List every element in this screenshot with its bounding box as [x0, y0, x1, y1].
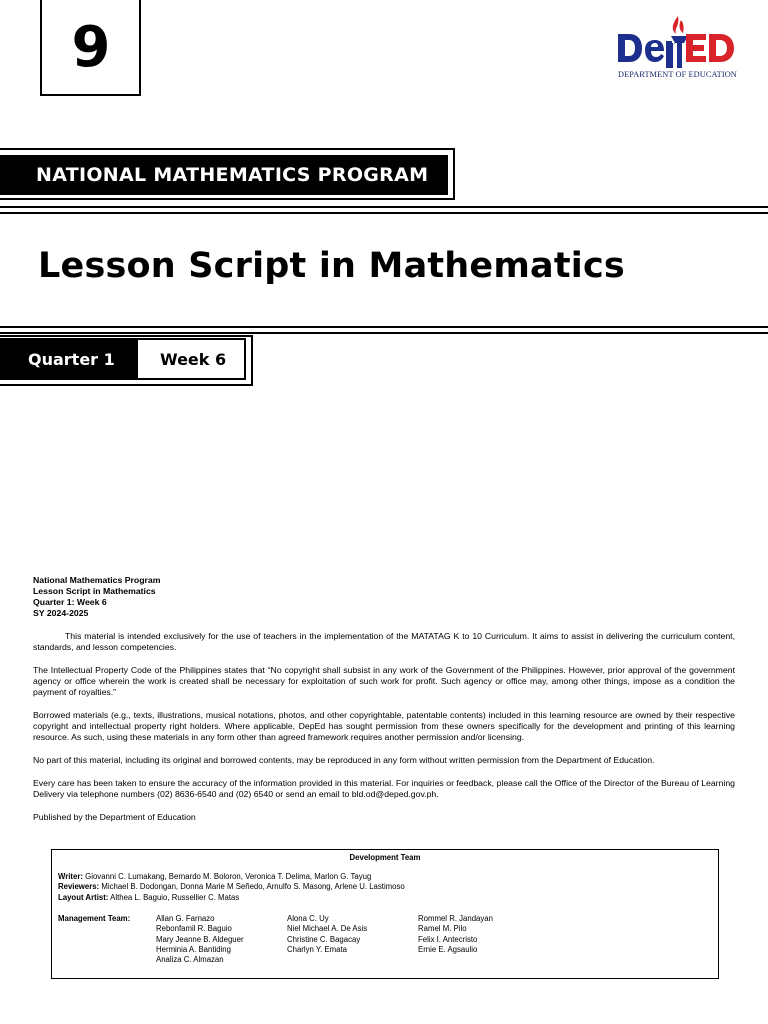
week-label: Week 6 — [160, 349, 227, 369]
meta-program: National Mathematics Program — [33, 575, 161, 585]
management-column — [418, 914, 493, 955]
writer-line — [58, 872, 405, 882]
management-name: Ernie E. Agsaulio — [418, 944, 478, 954]
credits-block — [58, 872, 405, 903]
grade-box — [40, 0, 141, 96]
grade-number: 9 — [71, 14, 110, 80]
deped-logo-icon — [614, 12, 748, 70]
management-name: Rebonfamil R. Baguio — [156, 924, 232, 934]
reviewers-line — [58, 882, 405, 892]
meta-school-year: SY 2024-2025 — [33, 608, 89, 618]
management-label: Management Team: — [58, 914, 131, 923]
management-name: Niel Michael A. De Asis — [287, 924, 368, 934]
copyright-section — [33, 575, 735, 823]
ip-code-paragraph: The Intellectual Property Code of the Philippines states that “No copyright shall subsist in any work of the Government of the Philippines. However, prior approval of the government agency or office wherein the work is created shall be necessary for exploitation of such work for profit. Such agency or office may, among other things, impose as a condition the payment of royalties.” — [33, 665, 735, 697]
reviewers-label: Reviewers: — [58, 882, 100, 892]
quarter-label: Quarter 1 — [28, 349, 115, 369]
layout-label: Layout Artist: — [58, 892, 109, 902]
management-name: Christine C. Bagacay — [287, 934, 361, 944]
development-team-box — [51, 849, 719, 979]
feedback-paragraph: Every care has been taken to ensure the accuracy of the information provided in this material. For inquiries or feedback, please call the Office of the Director of the Bureau of Learning Delivery via telephone numbers (02) 8636-6540 and (02) 6540 or send an email to bld.od@deped.gov.ph. — [33, 778, 735, 799]
meta-quarter-week: Quarter 1: Week 6 — [33, 597, 107, 607]
management-name: Allan G. Farnazo — [156, 914, 215, 923]
program-banner — [0, 155, 448, 195]
management-name: Felix I. Antecristo — [418, 934, 478, 944]
band-rule-top — [0, 206, 768, 208]
publisher-line: Published by the Department of Education — [33, 812, 196, 822]
reproduction-paragraph: No part of this material, including its original and borrowed contents, may be reproduced in any form without written permission from the Department of Education. — [33, 755, 655, 765]
layout-line — [58, 893, 405, 903]
quarter-rule-bottom — [0, 332, 768, 334]
writer-label: Writer: — [58, 872, 83, 881]
quarter-rule-top — [0, 326, 768, 328]
meta-title: Lesson Script in Mathematics — [33, 586, 156, 596]
logo-caption: DEPARTMENT OF EDUCATION — [618, 70, 737, 79]
borrowed-materials-paragraph: Borrowed materials (e.g., texts, illustrations, musical notations, photos, and other copyrightable, patentable contents) included in this learning resource are owned by their respective copyright and intellectual property right holders. Where applicable, DepEd has sought permission from these owners specifically for the development and printing of this learning resource. As such, using these materials in any form other than agreed framework requires another permission and/or licensing. — [33, 710, 735, 742]
writer-names: Giovanni C. Lumakang, Bernardo M. Boloron, Veronica T. Delima, Marlon G. Tayug — [85, 872, 372, 881]
document-title: Lesson Script in Mathematics — [38, 246, 625, 286]
layout-names: Althea L. Baguio, Russellier C. Matas — [110, 892, 240, 902]
week-label-box — [136, 338, 246, 380]
reviewers-names: Michael B. Dodongan, Donna Marie M Señedo, Arnulfo S. Masong, Arlene U. Lastimoso — [101, 882, 405, 892]
management-name: Charlyn Y. Emata — [287, 944, 347, 954]
management-name: Herminia A. Bantiding — [156, 944, 231, 954]
management-name: Ramel M. Pilo — [418, 924, 467, 934]
development-team-title: Development Team — [349, 853, 421, 862]
management-name: Mary Jeanne B. Aldeguer — [156, 934, 244, 944]
program-title: NATIONAL MATHEMATICS PROGRAM — [36, 164, 429, 186]
quarter-label-box — [0, 338, 136, 380]
publication-meta — [33, 575, 735, 619]
band-rule-bottom — [0, 212, 768, 214]
management-name: Alona C. Uy — [287, 914, 329, 923]
management-column — [156, 914, 244, 965]
management-name: Rommel R. Jandayan — [418, 914, 493, 923]
management-column — [287, 914, 367, 955]
intended-use-paragraph: This material is intended exclusively for the use of teachers in the implementation of the MATATAG K to 10 Curriculum. It aims to assist in delivering the curriculum content, standards, and lesson competencies. — [33, 631, 735, 652]
management-name: Analiza C. Almazan — [156, 955, 224, 965]
deped-logo — [614, 12, 748, 84]
